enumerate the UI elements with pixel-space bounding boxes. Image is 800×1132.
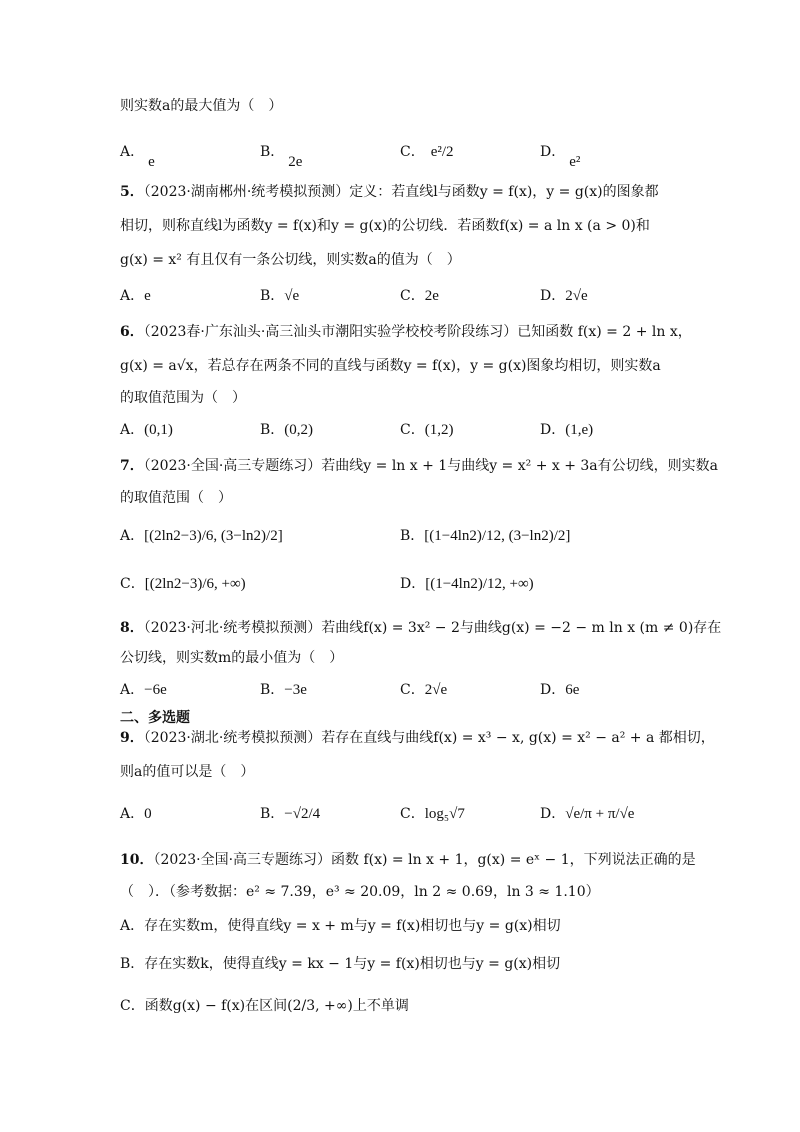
q9-option-c: C．log₅√7 (400, 806, 465, 822)
q6-line-2: g(x) = a√x，若总存在两条不同的直线与函数y = f(x)，y = g(x)图象均相切，则实数a (120, 358, 661, 374)
q5-option-c: C．2e (400, 288, 439, 304)
q7-option-d: D．[(1−4ln2)/12, +∞) (400, 576, 534, 592)
q7-option-b: B．[(1−4ln2)/12, (3−ln2)/2] (400, 528, 571, 544)
section-title: 二、多选题 (120, 710, 190, 726)
q8-option-c: C．2√e (400, 682, 448, 698)
q5-line-2: 相切，则称直线l为函数y = f(x)和y = g(x)的公切线．若函数f(x) = a ln x (a > 0)和 (120, 218, 650, 234)
q9-line-2: 则a的值可以是（ ） (120, 764, 255, 780)
q6-line-3: 的取值范围为（ ） (120, 390, 246, 406)
q7-line-2: 的取值范围（ ） (120, 490, 232, 506)
q5-option-b: B．√e (260, 288, 300, 304)
q8-line-2: 公切线，则实数m的最小值为（ ） (120, 650, 344, 666)
q8-option-b: B．−3e (260, 682, 307, 698)
q5-option-d: D．2√e (540, 288, 588, 304)
q6-option-a: A．(0,1) (120, 422, 173, 438)
q6-line-1: 6．（2023春·广东汕头·高三汕头市潮阳实验学校校考阶段练习）已知函数 f(x) = 2 + ln x， (120, 324, 692, 340)
q6-option-c: C．(1,2) (400, 422, 454, 438)
q10-line-2: （ ）．（参考数据：e² ≈ 7.39，e³ ≈ 20.09，ln 2 ≈ 0.69，ln 3 ≈ 1.10） (120, 884, 600, 900)
q5-line-3: g(x) = x² 有且仅有一条公切线，则实数a的值为（ ） (120, 252, 461, 268)
q9-option-a: A．0 (120, 806, 152, 822)
q9-option-b: B．−√2/4 (260, 806, 321, 822)
q5-line-1: 5．（2023·湖南郴州·统考模拟预测）定义：若直线l与函数y = f(x)，y = g(x)的图象都 (120, 184, 659, 200)
q6-option-b: B．(0,2) (260, 422, 314, 438)
q10-option-c: C．函数g(x) − f(x)在区间(2/3, +∞)上不单调 (120, 998, 409, 1014)
q8-line-1: 8．（2023·河北·统考模拟预测）若曲线f(x) = 3x² − 2与曲线g(x) = −2 − m ln x (m ≠ 0)存在 (120, 620, 722, 636)
q4-option-b: B．2e (260, 144, 303, 170)
q7-option-c: C．[(2ln2−3)/6, +∞) (120, 576, 246, 592)
q4-option-d: D．e² (540, 144, 581, 170)
q6-option-d: D．(1,e) (540, 422, 594, 438)
q7-option-a: A．[(2ln2−3)/6, (3−ln2)/2] (120, 528, 283, 544)
q9-option-d: D．√e/π + π/√e (540, 806, 635, 822)
q4-stem: 则实数a的最大值为（ ） (120, 98, 283, 114)
q5-option-a: A．e (120, 288, 151, 304)
q4-option-a: A．e (120, 144, 155, 170)
q10-line-1: 10．（2023·全国·高三专题练习）函数 f(x) = ln x + 1，g(x) = eˣ − 1，下列说法正确的是 (120, 852, 696, 868)
q4-option-c: C． e²/2 (400, 144, 454, 160)
q9-line-1: 9．（2023·湖北·统考模拟预测）若存在直线与曲线f(x) = x³ − x, g(x) = x² − a² + a 都相切， (120, 730, 715, 746)
q8-option-d: D．6e (540, 682, 580, 698)
q10-option-b: B．存在实数k，使得直线y = kx − 1与y = f(x)相切也与y = g(x)相切 (120, 956, 561, 972)
q8-option-a: A．−6e (120, 682, 167, 698)
q10-option-a: A．存在实数m，使得直线y = x + m与y = f(x)相切也与y = g(x)相切 (120, 918, 561, 934)
q7-line-1: 7．（2023·全国·高三专题练习）若曲线y = ln x + 1与曲线y = x² + x + 3a有公切线，则实数a (120, 458, 719, 474)
